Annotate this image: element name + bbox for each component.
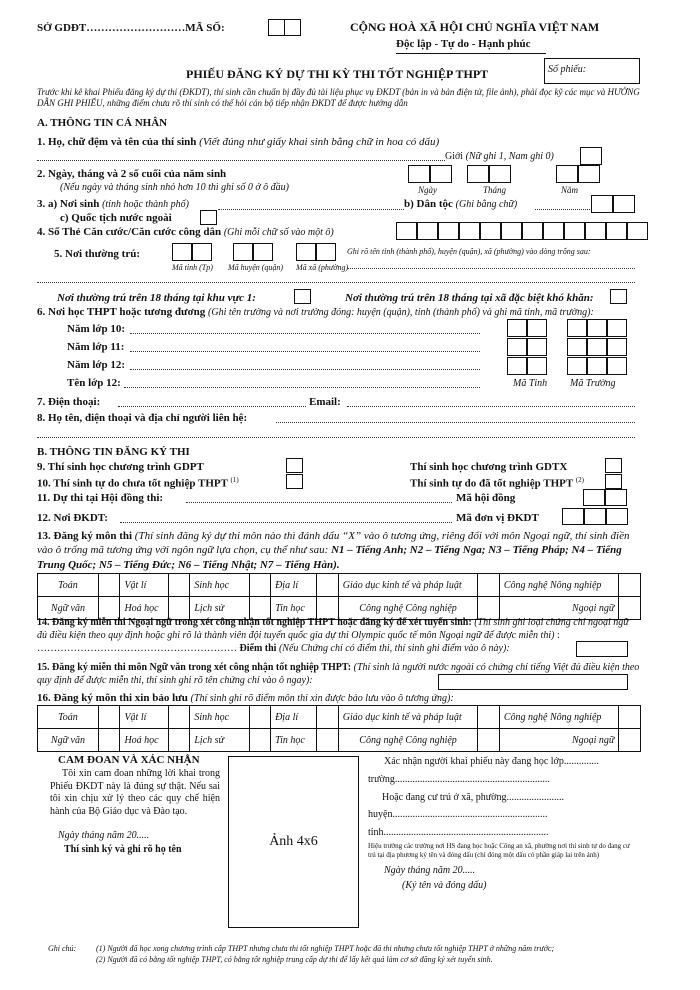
footnote-2: (2) Người đã có bằng tốt nghiệp THPT, có bằng tốt nghiệp trung cấp dự thi để lấy kết quả làm cơ sở đăng ký xét tuyển sinh.	[96, 955, 493, 964]
bl-gdktpl: Giáo dục kinh tế và pháp luật	[338, 706, 478, 729]
day-box-1[interactable]	[408, 165, 430, 183]
subject-toan: Toán	[38, 574, 99, 597]
bl-tin-hoc-box[interactable]	[317, 729, 339, 752]
subject-lich-su: Lịch sử	[190, 597, 249, 620]
year-box-1[interactable]	[556, 165, 578, 183]
kv1-checkbox[interactable]	[294, 289, 311, 304]
lop12-ma-tinh-1[interactable]	[507, 357, 527, 375]
noi-sinh-line[interactable]	[218, 209, 404, 210]
kv1-label: Nơi thường trú trên 18 tháng tại khu vực 1:	[57, 292, 256, 304]
gioi-label: Giới	[445, 151, 464, 162]
q14-label: 14. Đăng ký miễn thi Ngoại ngữ trong xét công nhận tốt nghiệp THPT hoặc đăng ký để xét tuyển sinh:	[37, 617, 472, 628]
section-a-title: A. THÔNG TIN CÁ NHÂN	[37, 117, 168, 129]
ma-xa-box-2[interactable]	[316, 243, 336, 261]
bl-ngoai-ngu: Ngoại ngữ	[499, 729, 618, 752]
form-title: PHIẾU ĐĂNG KÝ DỰ THI KỲ THI TỐT NGHIỆP THPT	[186, 67, 489, 81]
lop10-ma-truong-1[interactable]	[567, 319, 587, 337]
cccd-digit-12[interactable]	[627, 222, 648, 240]
diem-thi-box[interactable]	[576, 641, 628, 657]
q10b-sup: (2)	[575, 476, 584, 484]
ma-tinh-tp-label: Mã tỉnh (Tp)	[172, 263, 213, 272]
lop12-ma-truong-1[interactable]	[567, 357, 587, 375]
q14-line[interactable]: : ……………………………………………………	[37, 630, 560, 654]
ngay-label: Ngày	[418, 185, 437, 195]
subject-ngu-van: Ngữ văn	[38, 597, 99, 620]
cccd-digit-10[interactable]	[585, 222, 606, 240]
q3b-label: b) Dân tộc	[404, 198, 453, 210]
lop12-ma-truong-2[interactable]	[587, 357, 607, 375]
section-b-title: B. THÔNG TIN ĐĂNG KÝ THI	[37, 446, 190, 458]
lop11-ma-truong-1[interactable]	[567, 338, 587, 356]
bl-gdktpl-box[interactable]	[478, 706, 500, 729]
so-phieu-label: Số phiếu:	[548, 64, 587, 75]
q1-label: 1. Họ, chữ đệm và tên của thí sinh	[37, 136, 197, 148]
noi-dkdt-line[interactable]	[120, 522, 452, 523]
lop10-ma-tinh-1[interactable]	[507, 319, 527, 337]
motto: Độc lập - Tự do - Hạnh phúc	[396, 38, 531, 50]
email-label: Email:	[309, 396, 341, 408]
ma-huyen-box-2[interactable]	[253, 243, 273, 261]
diem-thi-label: Điểm thi	[239, 643, 277, 654]
ma-tinh-box-1[interactable]	[172, 243, 192, 261]
q10b-row	[410, 477, 584, 490]
lop11-ma-tinh-1[interactable]	[507, 338, 527, 356]
subject-vat-li-box[interactable]	[168, 574, 190, 597]
q10-row	[37, 477, 239, 490]
cam-doan-date: Ngày tháng năm 20.....	[58, 830, 150, 841]
lop11-ma-truong-3[interactable]	[607, 338, 627, 356]
ghi-chu-label: Ghi chú:	[48, 944, 77, 953]
q13-note: (Thí sinh đăng ký dự thi môn nào thì đánh dấu “X” vào ô tương ứng, riêng đối với môn Ngoại ngữ, thí sinh điền vào ô trống mã tương ứng với ngôn ngữ lựa chọn, cụ thể như sau:	[37, 530, 630, 557]
q3a-row	[37, 199, 189, 210]
subject-tin-hoc: Tin học	[271, 597, 317, 620]
thang-label: Tháng	[483, 185, 507, 195]
cccd-digit-7[interactable]	[522, 222, 543, 240]
dan-toc-line[interactable]	[535, 209, 590, 210]
cccd-digit-2[interactable]	[417, 222, 438, 240]
ma-xa-box-1[interactable]	[296, 243, 316, 261]
q6-row	[37, 307, 594, 318]
ma-tinh-label: Mã Tỉnh	[513, 378, 548, 389]
ma-truong-label: Mã Trường	[570, 378, 616, 389]
republic-title: CỘNG HOÀ XÃ HỘI CHỦ NGHĨA VIỆT NAM	[350, 20, 600, 34]
ma-hoi-dong-box-1[interactable]	[583, 489, 605, 506]
tu-do-chua-tn-checkbox[interactable]	[286, 474, 303, 489]
bl-tin-hoc: Tin học	[271, 729, 317, 752]
bl-toan: Toán	[38, 706, 99, 729]
subject-cn-nong-nghiep-box[interactable]	[619, 574, 641, 597]
month-box-2[interactable]	[489, 165, 511, 183]
hoi-dong-line[interactable]	[186, 502, 452, 503]
lop10-label: Năm lớp 10:	[67, 323, 126, 335]
q4-label: 4. Số Thẻ Căn cước/Căn cước công dân	[37, 226, 222, 238]
q11-label: 11. Dự thi tại Hội đồng thi:	[37, 492, 164, 504]
q13-label: 13. Đăng ký môn thi	[37, 530, 133, 542]
ma-so-box-2[interactable]	[284, 19, 301, 36]
lop11-ma-truong-2[interactable]	[587, 338, 607, 356]
subject-toan-box[interactable]	[98, 574, 120, 597]
dan-toc-box-1[interactable]	[591, 195, 613, 213]
lop11-label: Năm lớp 11:	[67, 341, 125, 353]
subject-vat-li: Vật lí	[120, 574, 168, 597]
subject-hoa-hoc: Hoá học	[120, 597, 168, 620]
dan-toc-box-2[interactable]	[613, 195, 635, 213]
q10b-label: Thí sinh tự do đã tốt nghiệp THPT	[410, 477, 574, 490]
subject-dia-li-box[interactable]	[317, 574, 339, 597]
cccd-digit-6[interactable]	[501, 222, 522, 240]
gioi-row	[445, 152, 554, 162]
month-box-1[interactable]	[467, 165, 489, 183]
ten-lop12-label: Tên lớp 12:	[67, 377, 121, 389]
q5-note: Ghi rõ tên tỉnh (thành phố), huyện (quận), xã (phường) vào dòng trống sau:	[347, 247, 591, 256]
q6-note: (Ghi tên trường và nơi trường đóng: huyện (quận), tỉnh (thành phố) và ghi mã tỉnh, mã trường):	[208, 307, 594, 318]
ma-huyen-label: Mã huyện (quận)	[228, 263, 284, 272]
subject-gdktpl-box[interactable]	[478, 574, 500, 597]
gdpt-checkbox[interactable]	[286, 458, 303, 473]
q14-note: (Thí sinh ghi loại chứng chỉ ngoại ngữ đủ điều kiện theo quy định hoặc ghi rõ là thành viên đội tuyển quốc gia dự thi Olympic quốc tế môn Ngoại ngữ để được miễn thi)	[37, 617, 629, 641]
q13-codes: N1 – Tiếng Anh; N2 – Tiếng Nga; N3 – Tiếng Pháp; N4 – Tiếng Trung Quốc; N5 – Tiếng Đức; N6 – Tiếng Nhật; N7 – Tiếng Hàn).	[37, 544, 622, 571]
q1-row	[37, 137, 439, 148]
phone-line[interactable]	[118, 406, 306, 407]
ma-don-vi-label: Mã đơn vị ĐKDT	[456, 512, 539, 524]
ma-don-vi-box-1[interactable]	[562, 508, 584, 525]
tinh-line[interactable]: tỉnh..................................................................	[368, 827, 549, 838]
bl-sinh-hoc-box[interactable]	[249, 706, 271, 729]
lop10-ma-tinh-2[interactable]	[527, 319, 547, 337]
gioi-box[interactable]	[580, 147, 602, 165]
ma-tinh-box-2[interactable]	[192, 243, 212, 261]
sign-label: Thí sinh ký và ghi rõ họ tên	[64, 844, 182, 855]
q15-note: (Thí sinh là người nước ngoài có chứng chỉ tiếng Việt đủ điều kiện theo quy định để được miễn thi, thí sinh ghi rõ tên chứng chỉ vào ô ngay):	[37, 662, 640, 686]
day-box-2[interactable]	[430, 165, 452, 183]
lop10-ma-truong-3[interactable]	[607, 319, 627, 337]
q15-label: 15. Đăng ký miễn thi môn Ngữ văn trong xét công nhận tốt nghiệp THPT:	[37, 662, 352, 673]
dbkk-label: Nơi thường trú trên 18 tháng tại xã đặc biệt khó khăn:	[345, 292, 594, 304]
photo-label: Ảnh 4x6	[269, 834, 318, 849]
ten-lop12-line[interactable]	[124, 387, 480, 388]
year-box-2[interactable]	[578, 165, 600, 183]
subject-gdktpl: Giáo dục kinh tế và pháp luật	[338, 574, 478, 597]
quoc-tich-checkbox[interactable]	[200, 210, 217, 225]
tu-do-da-tn-checkbox[interactable]	[605, 474, 622, 489]
bao-luu-grid	[37, 705, 641, 752]
lop12-ma-truong-3[interactable]	[607, 357, 627, 375]
bl-cn-cong-nghiep-box[interactable]	[478, 729, 500, 752]
so-phieu-box[interactable]	[544, 58, 640, 84]
bl-toan-box[interactable]	[98, 706, 120, 729]
hieu-truong-note: Hiệu trưởng các trường nơi HS đang học hoặc Công an xã, phường nơi thí sinh tự do đang cư trú tại địa phương ký tên và đóng dấu (chỉ đóng một dấu có phần giáp lai trên ảnh)	[368, 842, 630, 860]
bl-cn-nong-nghiep: Công nghệ Nông nghiệp	[499, 706, 618, 729]
cccd-digit-8[interactable]	[543, 222, 564, 240]
xac-nhan-line: Xác nhận người khai phiếu này đang học lớp..............	[384, 756, 599, 767]
subject-dia-li: Địa lí	[271, 574, 317, 597]
diem-thi-note: (Nếu Chứng chỉ có điểm thi, thí sinh ghi điểm vào ô này):	[278, 643, 510, 654]
q16-note: (Thí sinh ghi rõ điểm môn thi xin được bảo lưu vào ô tương ứng):	[190, 693, 454, 704]
lop12-ma-tinh-2[interactable]	[527, 357, 547, 375]
q5-label: 5. Nơi thường trú:	[54, 248, 141, 260]
q16-row	[37, 693, 454, 704]
bl-lich-su-box[interactable]	[249, 729, 271, 752]
noi-thuong-tru-line[interactable]	[347, 268, 635, 269]
noi-thuong-tru-line-2[interactable]	[37, 282, 635, 283]
q10-sup: (1)	[230, 476, 239, 484]
bl-vat-li-box[interactable]	[168, 706, 190, 729]
gdtx-label: Thí sinh học chương trình GDTX	[410, 461, 568, 473]
q6-label: 6. Nơi học THPT hoặc tương đương	[37, 306, 206, 318]
huyen-line[interactable]: huyện..............................................................	[368, 809, 548, 820]
bl-dia-li-box[interactable]	[317, 706, 339, 729]
q3b-note: (Ghi bằng chữ)	[455, 199, 518, 210]
ma-don-vi-box-3[interactable]	[606, 508, 628, 525]
bl-hoa-hoc: Hoá học	[120, 729, 168, 752]
cu-tru-line[interactable]: Hoặc đang cư trú ở xã, phường.......................	[382, 792, 564, 803]
truong-line[interactable]: trường..............................................................	[368, 774, 550, 785]
q3b-row	[404, 199, 517, 210]
so-gddt-label: SỞ GDĐT………………………MÃ SỐ:	[37, 22, 225, 34]
ma-so-box-1[interactable]	[268, 19, 285, 36]
bl-ngu-van: Ngữ văn	[38, 729, 99, 752]
bl-ngoai-ngu-box[interactable]	[619, 729, 641, 752]
q4-row	[37, 227, 334, 238]
lop12-line[interactable]	[130, 369, 480, 370]
ma-huyen-box-1[interactable]	[233, 243, 253, 261]
footnote-1: (1) Người đã học xong chương trình cấp THPT nhưng chưa thi tốt nghiệp THPT hoặc đã thi nhưng chưa tốt nghiệp THPT ở những năm trước;	[96, 944, 555, 953]
subjects-grid	[37, 573, 641, 620]
ma-don-vi-box-2[interactable]	[584, 508, 606, 525]
cam-doan-text: Tôi xin cam đoan những lời khai trong Phiếu ĐKDT này là đúng sự thật. Nếu sai tôi xin chịu xử lý theo các quy chế hiện hành của Bộ Giáo dục và Đào tạo.	[50, 768, 220, 817]
lop11-ma-tinh-2[interactable]	[527, 338, 547, 356]
cccd-digit-1[interactable]	[396, 222, 417, 240]
cccd-digit-3[interactable]	[438, 222, 459, 240]
chung-chi-tieng-viet-box[interactable]	[438, 674, 628, 690]
gioi-note: (Nữ ghi 1, Nam ghi 0)	[465, 151, 554, 162]
subject-cn-cong-nghiep: Công nghệ Công nghiệp	[338, 597, 478, 620]
bl-sinh-hoc: Sinh học	[190, 706, 249, 729]
q1-note: (Viết đúng như giấy khai sinh bằng chữ in hoa có dấu)	[199, 136, 440, 148]
contact-line[interactable]	[276, 422, 635, 423]
bl-cn-cong-nghiep: Công nghệ Công nghiệp	[338, 729, 478, 752]
q10-label: 10. Thí sinh tự do chưa tốt nghiệp THPT	[37, 477, 228, 490]
nam-label: Năm	[561, 185, 579, 195]
email-line[interactable]	[347, 406, 635, 407]
q14-block	[37, 616, 641, 655]
q9-label: 9. Thí sinh học chương trình GDPT	[37, 461, 204, 473]
subject-ngoai-ngu: Ngoại ngữ	[499, 597, 618, 620]
ma-hoi-dong-label: Mã hội đồng	[456, 492, 516, 504]
q3c-label: c) Quốc tịch nước ngoài	[60, 212, 172, 224]
contact-line-2[interactable]	[37, 437, 635, 438]
dbkk-checkbox[interactable]	[610, 289, 627, 304]
bl-lich-su: Lịch sử	[190, 729, 249, 752]
right-date: Ngày tháng năm 20.....	[384, 865, 476, 876]
gdtx-checkbox[interactable]	[605, 458, 622, 473]
q3a-label: 3. a) Nơi sinh	[37, 198, 100, 210]
intro-text: Trước khi kê khai Phiếu đăng ký dự thi (ĐKDT), thí sinh cần chuẩn bị đầy đủ tài liệu phục vụ ĐKDT (bản in và bản điện tử, file ảnh), phải đọc kỹ các mục và HƯỚNG DẪN GHI PHIẾU, những điểm chưa rõ thí sinh có thể hỏi cán bộ tiếp nhận ĐKDT để được hướng dẫn	[37, 87, 640, 109]
lop10-line[interactable]	[130, 333, 480, 334]
bl-cn-nong-nghiep-box[interactable]	[619, 706, 641, 729]
cccd-digit-11[interactable]	[606, 222, 627, 240]
q2-note: (Nếu ngày và tháng sinh nhỏ hơn 10 thì ghi số 0 ở ô đầu)	[60, 182, 289, 193]
lop11-line[interactable]	[130, 351, 480, 352]
ky-ten-label: (Ký tên và đóng dấu)	[402, 880, 487, 891]
q7-label: 7. Điện thoại:	[37, 396, 101, 408]
cccd-digit-9[interactable]	[564, 222, 585, 240]
lop10-ma-truong-2[interactable]	[587, 319, 607, 337]
subject-sinh-hoc: Sinh học	[190, 574, 249, 597]
q16-label: 16. Đăng ký môn thi xin bảo lưu	[37, 692, 188, 704]
subject-sinh-hoc-box[interactable]	[249, 574, 271, 597]
bl-hoa-hoc-box[interactable]	[168, 729, 190, 752]
q12-label: 12. Nơi ĐKDT:	[37, 512, 108, 524]
cccd-digit-4[interactable]	[459, 222, 480, 240]
bl-dia-li: Địa lí	[271, 706, 317, 729]
cam-doan-title: CAM ĐOAN VÀ XÁC NHẬN	[58, 754, 200, 766]
q13-block	[37, 529, 641, 572]
name-input-line[interactable]	[37, 160, 445, 161]
bl-ngu-van-box[interactable]	[98, 729, 120, 752]
cccd-digit-5[interactable]	[480, 222, 501, 240]
ma-hoi-dong-box-2[interactable]	[605, 489, 627, 506]
q4-note: (Ghi mỗi chữ số vào một ô)	[223, 227, 334, 238]
lop12-label: Năm lớp 12:	[67, 359, 126, 371]
bl-vat-li: Vật lí	[120, 706, 168, 729]
photo-4x6-box[interactable]	[228, 756, 359, 928]
q3a-note: (tỉnh hoặc thành phố)	[102, 199, 190, 210]
q2-label: 2. Ngày, tháng và 2 số cuối của năm sinh	[37, 168, 227, 180]
ma-xa-label: Mã xã (phường)	[296, 263, 349, 272]
subject-cn-nong-nghiep: Công nghệ Nông nghiệp	[499, 574, 618, 597]
q8-label: 8. Họ tên, điện thoại và địa chỉ người liên hệ:	[37, 412, 248, 424]
